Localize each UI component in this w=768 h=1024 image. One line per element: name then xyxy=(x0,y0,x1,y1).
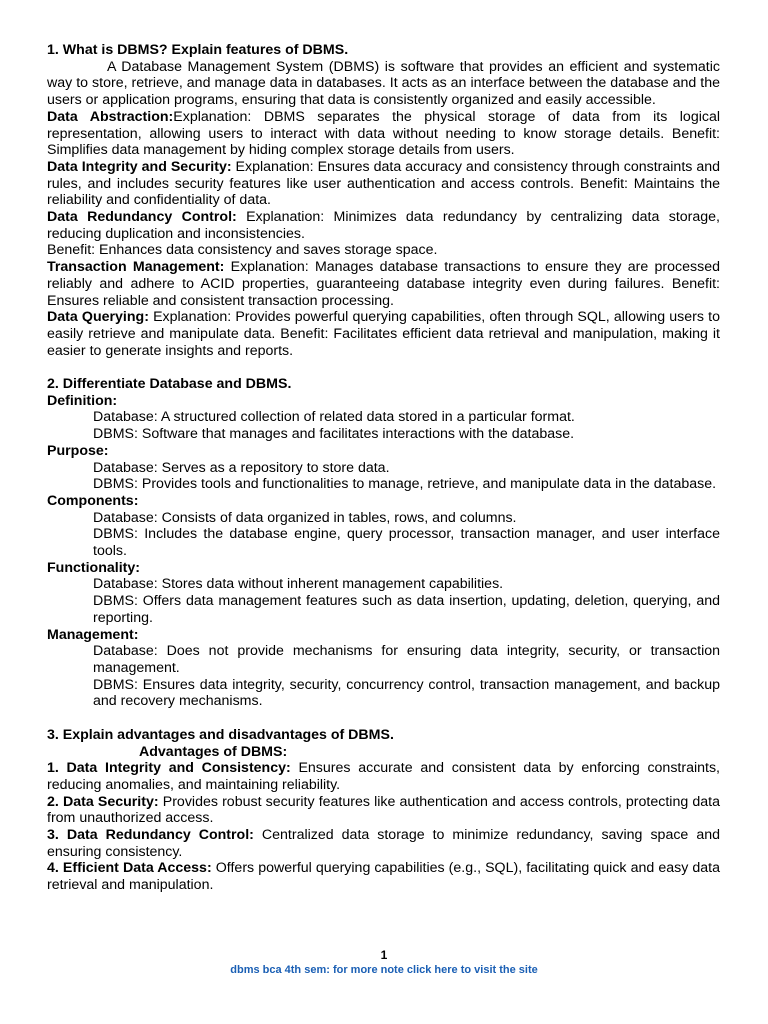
question-2-title: 2. Differentiate Database and DBMS. xyxy=(47,376,292,393)
advantages-subheading: Advantages of DBMS: xyxy=(139,743,288,760)
section-head-components: Components: xyxy=(47,492,139,509)
spacer xyxy=(47,710,720,727)
page-number: 1 xyxy=(380,948,388,962)
section-line: DBMS: Provides tools and functionalities to manage, retrieve, and manipulate data in the database. xyxy=(93,476,717,493)
advantage-label: 2. Data Security: xyxy=(47,793,159,810)
advantage-label: 1. Data Integrity and Consistency: xyxy=(47,760,291,777)
document-page xyxy=(47,42,720,894)
advantage-label: 3. Data Redundancy Control: xyxy=(47,827,254,844)
advantage-item xyxy=(47,760,720,793)
advantage-item xyxy=(47,794,720,827)
feature-label: Data Integrity and Security: xyxy=(47,158,232,175)
advantage-label: 4. Efficient Data Access: xyxy=(47,860,212,877)
footer-site-link[interactable]: dbms bca 4th sem: for more note click here to visit the site xyxy=(230,964,538,976)
feature-data-redundancy-control xyxy=(47,209,720,242)
feature-text: Explanation: Minimizes data redundancy by centralizing data storage, reducing duplication and inconsistencies. xyxy=(47,209,720,242)
feature-data-integrity-security xyxy=(47,159,720,209)
advantage-text: Centralized data storage to minimize redundancy, saving space and ensuring consistency. xyxy=(47,827,720,860)
section-line: DBMS: Software that manages and facilitates interactions with the database. xyxy=(93,426,575,443)
section-head-purpose: Purpose: xyxy=(47,442,109,459)
feature-label: Transaction Management: xyxy=(47,259,225,276)
section-line: Database: Consists of data organized in tables, rows, and columns. xyxy=(93,509,517,526)
feature-text: Explanation: DBMS separates the physical storage of data from its logical representation, allowing users to interact with data without needing to know storage details. Benefit: Simplifies data management by hiding complex storage details from users. xyxy=(47,108,720,159)
advantage-text: Offers powerful querying capabilities (e.g., SQL), facilitating quick and easy data retrieval and manipulation. xyxy=(47,860,720,894)
section-head-functionality: Functionality: xyxy=(47,559,141,576)
feature-text: Explanation: Manages database transactions to ensure they are processed reliably and adhere to ACID properties, guaranteeing database integrity even during failures. Benefit: Ensures reliable and consistent transaction processing. xyxy=(47,259,721,309)
feature-label: Data Querying: xyxy=(47,309,149,326)
feature-label: Data Redundancy Control: xyxy=(47,209,237,226)
question-1-intro: A Database Management System (DBMS) is software that provides an efficient and systematic way to store, retrieve, and manage data in databases. It acts as an interface between the database and the users or application programs, ensuring that data is consistently organized and easily accessible. xyxy=(47,58,720,109)
feature-text: Explanation: Ensures data accuracy and consistency through constraints and rules, and includes security features like user authentication and access controls. Benefit: Maintains the reliability and confidentiality of data. xyxy=(47,158,720,209)
feature-benefit-line: Benefit: Enhances data consistency and saves storage space. xyxy=(47,242,438,259)
section-line: Database: Serves as a repository to store data. xyxy=(93,459,390,476)
section-head-definition: Definition: xyxy=(47,392,118,409)
advantage-text: Ensures accurate and consistent data by enforcing constraints, reducing anomalies, and maintaining reliability. xyxy=(47,760,720,793)
feature-data-abstraction xyxy=(47,109,720,159)
spacer xyxy=(47,359,720,376)
section-line: DBMS: Ensures data integrity, security, concurrency control, transaction management, and backup and recovery mechanisms. xyxy=(93,676,720,710)
feature-text: Explanation: Provides powerful querying capabilities, often through SQL, allowing users to easily retrieve and manipulate data. Benefit: Facilitates efficient data retrieval and manipulation, making it easier to generate insights and reports. xyxy=(47,309,720,359)
section-line: DBMS: Includes the database engine, query processor, transaction manager, and user interface tools. xyxy=(93,526,720,560)
question-3-title: 3. Explain advantages and disadvantages of DBMS. xyxy=(47,726,394,743)
section-line: Database: A structured collection of related data stored in a particular format. xyxy=(93,409,575,426)
section-line: Database: Stores data without inherent management capabilities. xyxy=(93,576,504,593)
question-1-title: 1. What is DBMS? Explain features of DBMS. xyxy=(47,42,349,58)
section-line: DBMS: Offers data management features such as data insertion, updating, deletion, querying, and reporting. xyxy=(93,593,720,626)
feature-data-querying xyxy=(47,309,720,359)
feature-transaction-management xyxy=(47,259,720,309)
advantage-text: Provides robust security features like authentication and access controls, protecting data from unauthorized access. xyxy=(47,793,720,827)
advantage-item xyxy=(47,827,720,860)
advantage-item xyxy=(47,860,720,893)
feature-label: Data Abstraction: xyxy=(47,108,174,125)
section-line: Database: Does not provide mechanisms for ensuring data integrity, security, or transaction management. xyxy=(93,643,720,676)
section-head-management: Management: xyxy=(47,626,139,643)
